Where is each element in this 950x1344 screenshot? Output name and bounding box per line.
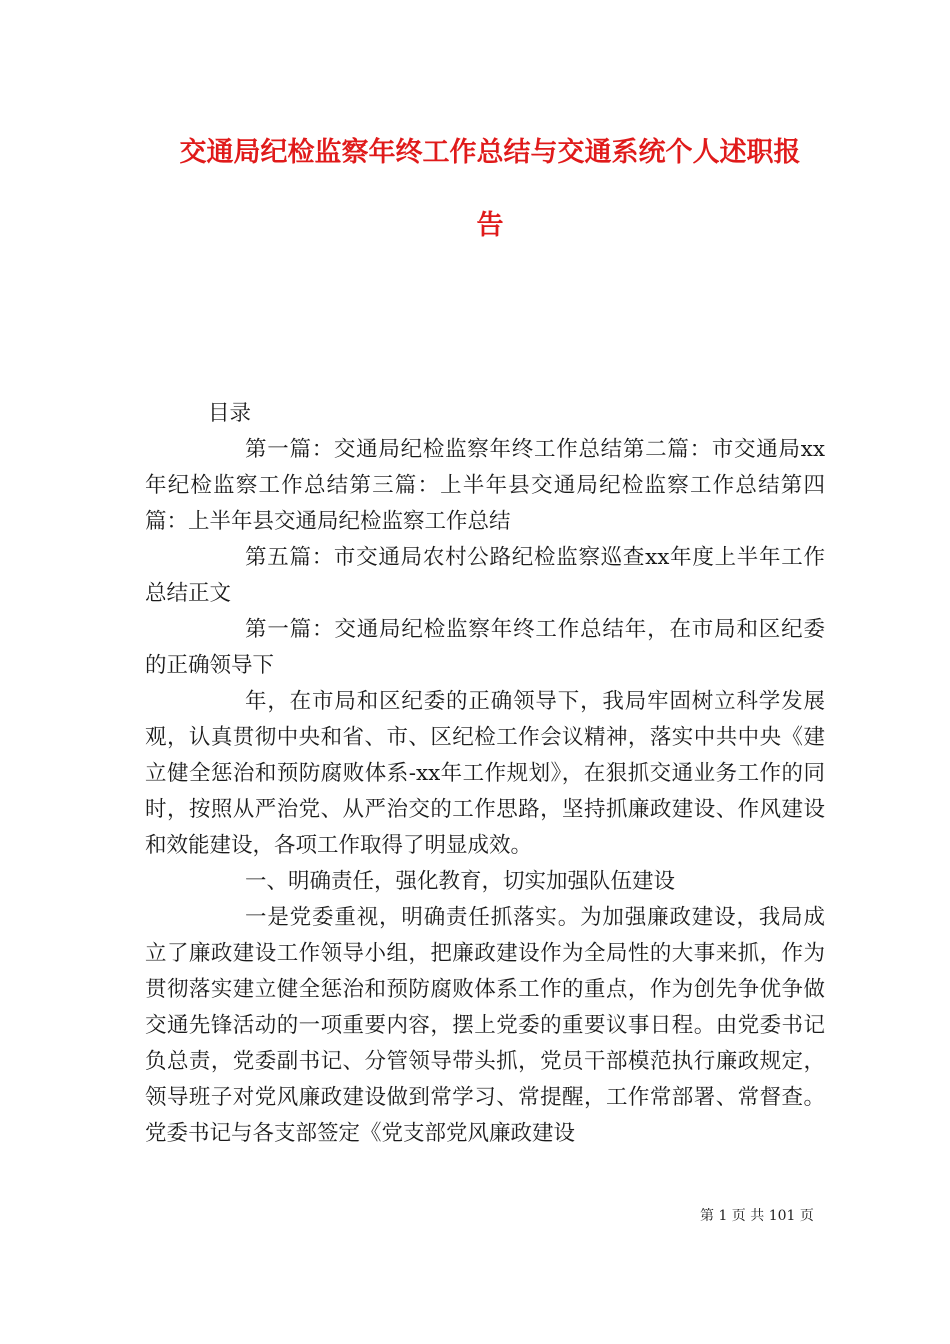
document-title-line2: 告 [476,210,504,241]
subsection-heading: 一、明确责任，强化教育，切实加强队伍建设 [245,869,676,894]
page-number-footer: 第 1 页 共 101 页 [700,1208,814,1224]
body-paragraph: 一是党委重视，明确责任抓落实。为加强廉政建设，我局成立了廉政建设工作领导小组，把廉政建设作为全局性的大事来抓，作为贯彻落实建立健全惩治和预防腐败体系工作的重点，作为创先争优争做交通先锋活动的一项重要内容，摆上党委的重要议事日程。由党委书记负总责，党委副书记、分管领导带头抓，党员干部模范执行廉政规定，领导班子对党风廉政建设做到常学习、常提醒，工作常部署、常督查。党委书记与各支部签定《党支部党风廉政建设 [145,905,825,1146]
toc-entry: 第一篇：交通局纪检监察年终工作总结第二篇：市交通局xx年纪检监察工作总结第三篇：上半年县交通局纪检监察工作总结第四篇：上半年县交通局纪检监察工作总结 [145,437,825,534]
toc-entry: 第五篇：市交通局农村公路纪检监察巡查xx年度上半年工作总结正文 [145,545,825,606]
document-body [145,396,825,1152]
body-paragraph: 年，在市局和区纪委的正确领导下，我局牢固树立科学发展观，认真贯彻中央和省、市、区纪检工作会议精神，落实中共中央《建立健全惩治和预防腐败体系-xx年工作规划》，在狠抓交通业务工作的同时，按照从严治党、从严治交的工作思路，坚持抓廉政建设、作风建设和效能建设，各项工作取得了明显成效。 [145,689,825,858]
section-heading: 第一篇：交通局纪检监察年终工作总结年，在市局和区纪委的正确领导下 [145,617,825,678]
document-title-line1: 交通局纪检监察年终工作总结与交通系统个人述职报 [179,137,801,168]
toc-label: 目录 [208,401,252,426]
